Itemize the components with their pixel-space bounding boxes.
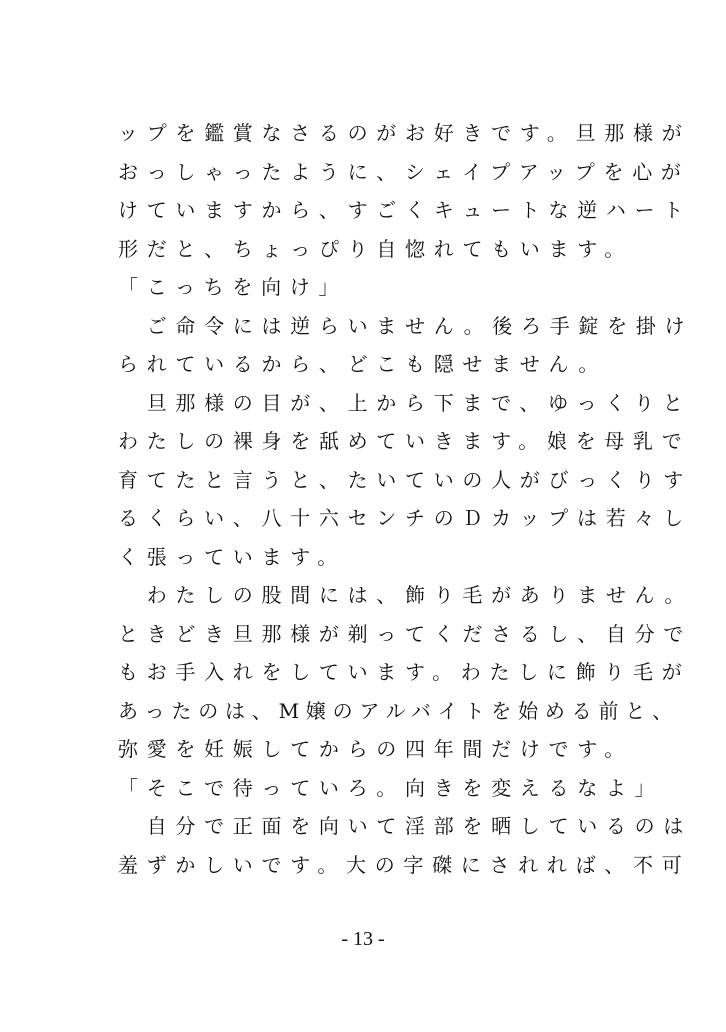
- text-line: けていますから、すごくキュートな逆ハート: [118, 198, 692, 222]
- text-line: わたしの股間には、飾り毛がありません。: [118, 583, 694, 607]
- dialogue-line: 「こっちを向け」: [118, 275, 348, 299]
- dialogue-line: 「そこで待っていろ。向きを変えるなよ」: [118, 775, 664, 800]
- text-line: わたしの裸身を舐めていきます。娘を母乳で: [118, 429, 691, 453]
- page-number: - 13 -: [341, 928, 385, 950]
- text-line: く張っています。: [118, 544, 346, 569]
- text-line: 自分で正面を向いて淫部を晒しているのは: [118, 814, 692, 838]
- text-line: るくらい、八十六センチのＤカップは若々し: [118, 506, 692, 530]
- text-line: られているから、どこも隠せません。: [118, 352, 608, 376]
- text-line: もお手入れをしています。わたしに飾り毛が: [118, 660, 691, 684]
- text-line: 育てたと言うと、たいていの人がびっくりす: [118, 467, 692, 492]
- text-line: 形だと、ちょっぴり自惚れてもいます。: [118, 236, 633, 261]
- text-line: あったのは、M嬢のアルバイトを始める前と、: [118, 698, 679, 723]
- text-line: 旦那様の目が、上から下まで、ゆっくりと: [118, 390, 692, 415]
- body-text: [118, 114, 694, 884]
- text-line: ときどき旦那様が剃ってくださるし、自分で: [118, 621, 692, 646]
- text-line: ップを鑑賞なさるのがお好きです。旦那様が: [118, 121, 691, 145]
- text-line: ご命令には逆らいません。後ろ手錠を掛け: [118, 313, 694, 338]
- text-line: おっしゃったように、シェイプアップを心が: [118, 159, 690, 184]
- text-line: 羞ずかしいです。大の字磔にされれば、不可: [118, 852, 691, 877]
- text-line: 弥愛を妊娠してからの四年間だけです。: [118, 737, 633, 761]
